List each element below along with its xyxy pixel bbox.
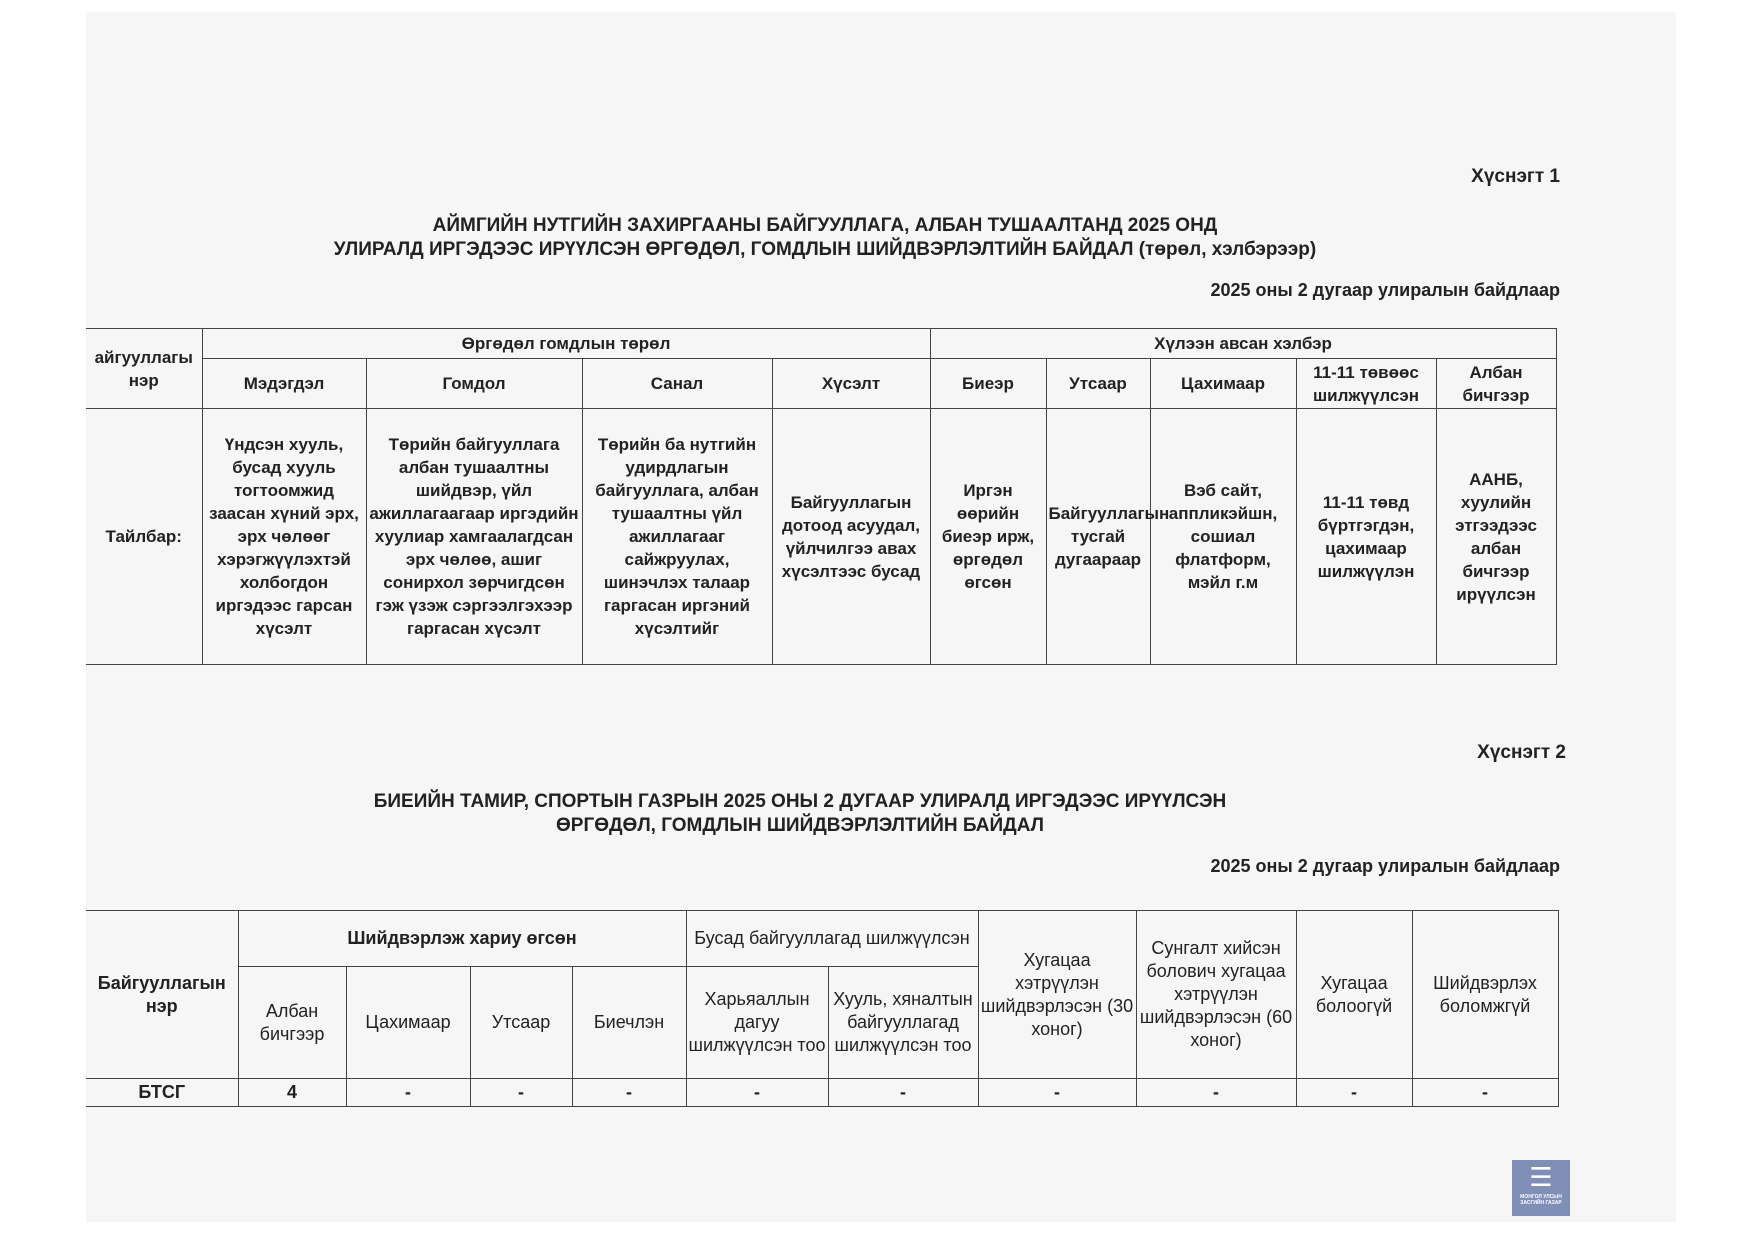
annex-2-col-in-person: Биечлэн [572,967,686,1079]
annex-2-col-cannot-resolve: Шийдвэрлэх боломжгүй [1412,911,1558,1079]
annex-1-period: 2025 оны 2 дугаар улиралын байдлаар [1210,280,1560,300]
annex-1-desc-in-person: Иргэн өөрийн биеэр ирж, өргөдөл өгсөн [930,409,1046,665]
annex-1-col-request: Хүсэлт [772,359,930,409]
annex-2-val-not-due: - [1296,1079,1412,1107]
annex-1-row-label: Тайлбар: [86,409,202,665]
annex-1-col-online: Цахимаар [1150,359,1296,409]
annex-2-period: 2025 оны 2 дугаар улиралын байдлаар [1210,856,1560,876]
annex-2-col-overdue-60: Сунгалт хийсэн болович хугацаа хэтрүүлэн шийдвэрлэсэн (60 хоног) [1136,911,1296,1079]
soyombo-icon: ☰ [1529,1162,1553,1192]
annex-1-col-suggestion: Санал [582,359,772,409]
annex-2-val-overdue-60: - [1136,1079,1296,1107]
annex-2-col-transfer-jurisdiction: Харьяаллын дагуу шилжүүлсэн тоо [686,967,828,1079]
annex-2-val-phone: - [470,1079,572,1107]
annex-2-val-letter: 4 [238,1079,346,1107]
annex-2-val-in-person: - [572,1079,686,1107]
annex-2-col-overdue-30: Хугацаа хэтрүүлэн шийдвэрлэсэн (30 хоног) [978,911,1136,1079]
annex-1-desc-notice: Үндсэн хууль, бусад хууль тогтоомжид заасан хүний эрх, эрх чөлөөг хэрэгжүүлэхтэй холбогдон иргэдээс гарсан хүсэлт [202,409,366,665]
annex-2-val-transfer-jurisdiction: - [686,1079,828,1107]
annex-1-desc-letter: ААНБ, хуулийн этгээдээс албан бичгээр ирүүлсэн [1436,409,1556,665]
annex-2-label: Хүснэгт 2 [1477,742,1566,763]
annex-1-label: Хүснэгт 1 [1471,166,1560,187]
annex-2-title-line2: ӨРГӨДӨЛ, ГОМДЛЫН ШИЙДВЭРЛЭЛТИЙН БАЙДАЛ [556,815,1044,836]
annex-1-title-line2: УЛИРАЛД ИРГЭДЭЭС ИРҮҮЛСЭН ӨРГӨДӨЛ, ГОМДЛЫН ШИЙДВЭРЛЭЛТИЙН БАЙДАЛ (төрөл, хэлбэрээр) [333,239,1317,260]
annex-1-title-line1: АЙМГИЙН НУТГИЙН ЗАХИРГААНЫ БАЙГУУЛЛАГА, АЛБАН ТУШААЛТАНД 2025 ОНД [432,215,1218,236]
logo-text: МОНГОЛ УЛСЫН ЗАСГИЙН ГАЗАР [1520,1194,1562,1206]
annex-1-desc-1111: 11-11 төвд бүртгэгдэн, цахимаар шилжүүлэн [1296,409,1436,665]
annex-1-col-phone: Утсаар [1046,359,1150,409]
annex-2-table [86,910,1559,1107]
annex-2-row-org: БТСГ [86,1079,238,1107]
annex-2-org-header: Байгууллагын нэр [86,911,238,1079]
annex-1-col-letter: Албан бичгээр [1436,359,1556,409]
annex-2-title-line1: БИЕИЙН ТАМИР, СПОРТЫН ГАЗРЫН 2025 ОНЫ 2 ДУГААР УЛИРАЛД ИРГЭДЭЭС ИРҮҮЛСЭН [373,791,1227,812]
annex-1-col-in-person: Биеэр [930,359,1046,409]
annex-1-table [86,328,1557,665]
annex-2-col-transfer-law: Хууль, хяналтын байгууллагад шилжүүлсэн тоо [828,967,978,1079]
annex-2-val-online: - [346,1079,470,1107]
annex-1-desc-suggestion: Төрийн ба нутгийн удирдлагын байгууллага, албан тушаалтны үйл ажиллагааг сайжруулах, шинэчлэх талаар гаргасан иргэний хүсэлтийг [582,409,772,665]
annex-1-desc-phone: Байгууллагын тусгай дугаараар [1046,409,1150,665]
annex-2-col-not-due: Хугацаа болоогүй [1296,911,1412,1079]
annex-2-group-transferred: Бусад байгууллагад шилжүүлсэн [686,911,978,967]
annex-1-desc-online: Вэб сайт, аппликэйшн, сошиал флатформ, мэйл г.м [1150,409,1296,665]
table-row [86,1079,1558,1107]
annex-2-group-resolved: Шийдвэрлэж хариу өгсөн [238,911,686,967]
annex-1-col-notice: Мэдэгдэл [202,359,366,409]
annex-2-col-letter: Албан бичгээр [238,967,346,1079]
government-logo [1512,1160,1570,1216]
annex-1-group-form: Хүлээн авсан хэлбэр [930,329,1556,359]
annex-1-desc-complaint: Төрийн байгууллага албан тушаалтны шийдвэр, үйл ажиллагаагаар иргэдийн хуулиар хамгаалагдсан эрх чөлөө, ашиг сонирхол зөрчигдсөн гэж үзэж сэргээлгэхээр гаргасан хүсэлт [366,409,582,665]
annex-1-org-header: айгууллагы нэр [86,329,202,409]
annex-2-val-cannot-resolve: - [1412,1079,1558,1107]
annex-2-col-phone: Утсаар [470,967,572,1079]
annex-2-val-overdue-30: - [978,1079,1136,1107]
annex-2-val-transfer-law: - [828,1079,978,1107]
annex-1-col-complaint: Гомдол [366,359,582,409]
annex-1-desc-request: Байгууллагын дотоод асуудал, үйлчилгээ авах хүсэлтээс бусад [772,409,930,665]
annex-1-col-1111: 11-11 төвөөс шилжүүлсэн [1296,359,1436,409]
annex-2-col-online: Цахимаар [346,967,470,1079]
annex-1-group-type: Өргөдөл гомдлын төрөл [202,329,930,359]
